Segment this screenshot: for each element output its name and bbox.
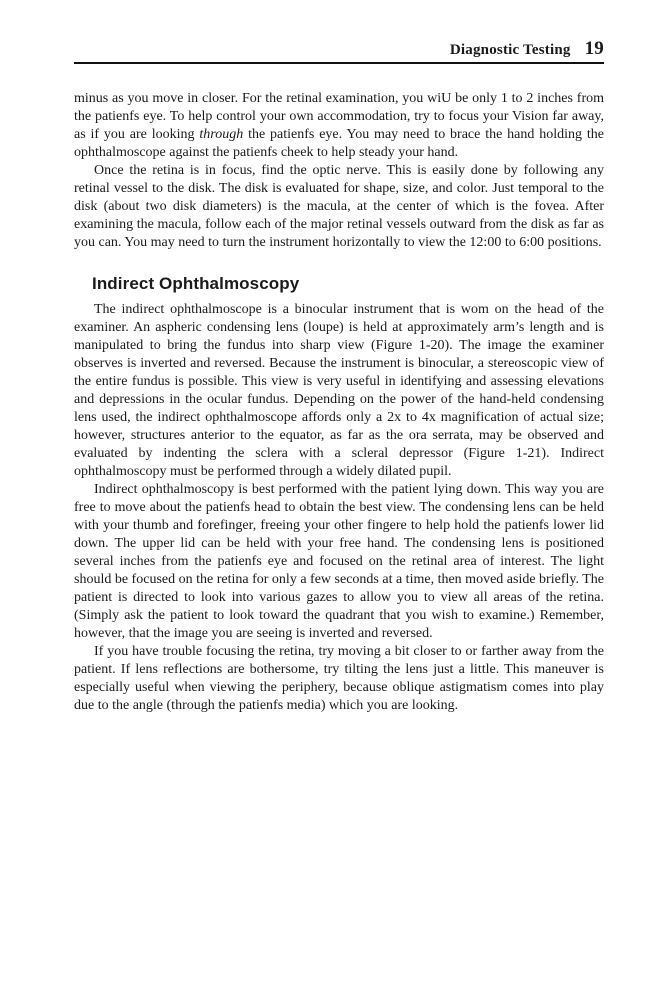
section-heading: Indirect Ophthalmoscopy: [92, 274, 300, 293]
paragraph-1: [74, 90, 604, 162]
paragraph-5: If you have trouble focusing the retina, try moving a bit closer to or farther away from the patient. If lens reflections are bothersome, try tilting the lens just a little. This maneuver is especially useful when viewing the periphery, because oblique astigmatism comes into play due to the angle (through the patienfs media) which you are looking.: [74, 644, 604, 713]
page-body: [74, 90, 604, 715]
paragraph-4: Indirect ophthalmoscopy is best performed with the patient lying down. This way you are free to move about the patienfs head to obtain the best view. The condensing lens can be held with your thumb and forefinger, freeing your other fingere to help hold the patienfs lower lid down. The upper lid can be held with your free hand. The condensing lens is positioned several inches from the patienfs eye and focused on the retinal area of interest. The light should be focused on the retina for only a few seconds at a time, then moved aside briefly. The patient is directed to look into various gazes to allow you to view all areas of the retina. (Simply ask the patient to look toward the quadrant that you wish to examine.) Remember, however, that the image you are seeing is inverted and reversed.: [74, 482, 604, 641]
paragraph-1-text-end: the patienfs eye. You may need to brace the hand holding the ophthalmoscope against the patienfs cheek to help steady your hand.: [74, 127, 604, 160]
paragraph-2: Once the retina is in focus, find the optic nerve. This is easily done by following any retinal vessel to the disk. The disk is evaluated for shape, size, and color. Just temporal to the disk (about two disk diameters) is the macula, at the center of which is the fovea. After examining the macula, follow each of the major retinal vessels outward from the disk as far as you can. You may need to turn the instrument horizontally to view the 12:00 to 6:00 positions.: [74, 163, 604, 250]
running-title: Diagnostic Testing: [449, 42, 571, 58]
paragraph-1-text: minus as you move in closer. For the retinal examination, you wiU be only 1 to 2 inches from the patienfs eye. To help control your own accommodation, try to focus your Vision far away, as if you are looking: [74, 91, 604, 142]
paragraph-3: The indirect ophthalmoscope is a binocular instrument that is wom on the head of the examiner. An aspheric condensing lens (loupe) is held at approximately arm’s length and is manipulated to bring the fundus into sharp view (Figure 1-20). The image the examiner observes is inverted and reversed. Because the instrument is binocular, a stereoscopic view of the entire fundus is possible. This view is very useful in identifying and assessing elevations and depressions in the ocular fundus. Depending on the power of the hand-held condensing lens used, the indirect ophthalmoscope affords only a 2x to 4x magnification of actual size; however, structures anterior to the equator, as far as the ora serrata, may be observed and evaluated by indenting the sclera with a scleral depressor (Figure 1-21). Indirect ophthalmoscopy must be performed through a widely dilated pupil.: [74, 302, 604, 479]
paragraph-1-emphasis: through: [199, 127, 244, 142]
header-text: [450, 38, 604, 60]
page-number: 19: [584, 38, 604, 59]
running-header: [74, 34, 604, 64]
